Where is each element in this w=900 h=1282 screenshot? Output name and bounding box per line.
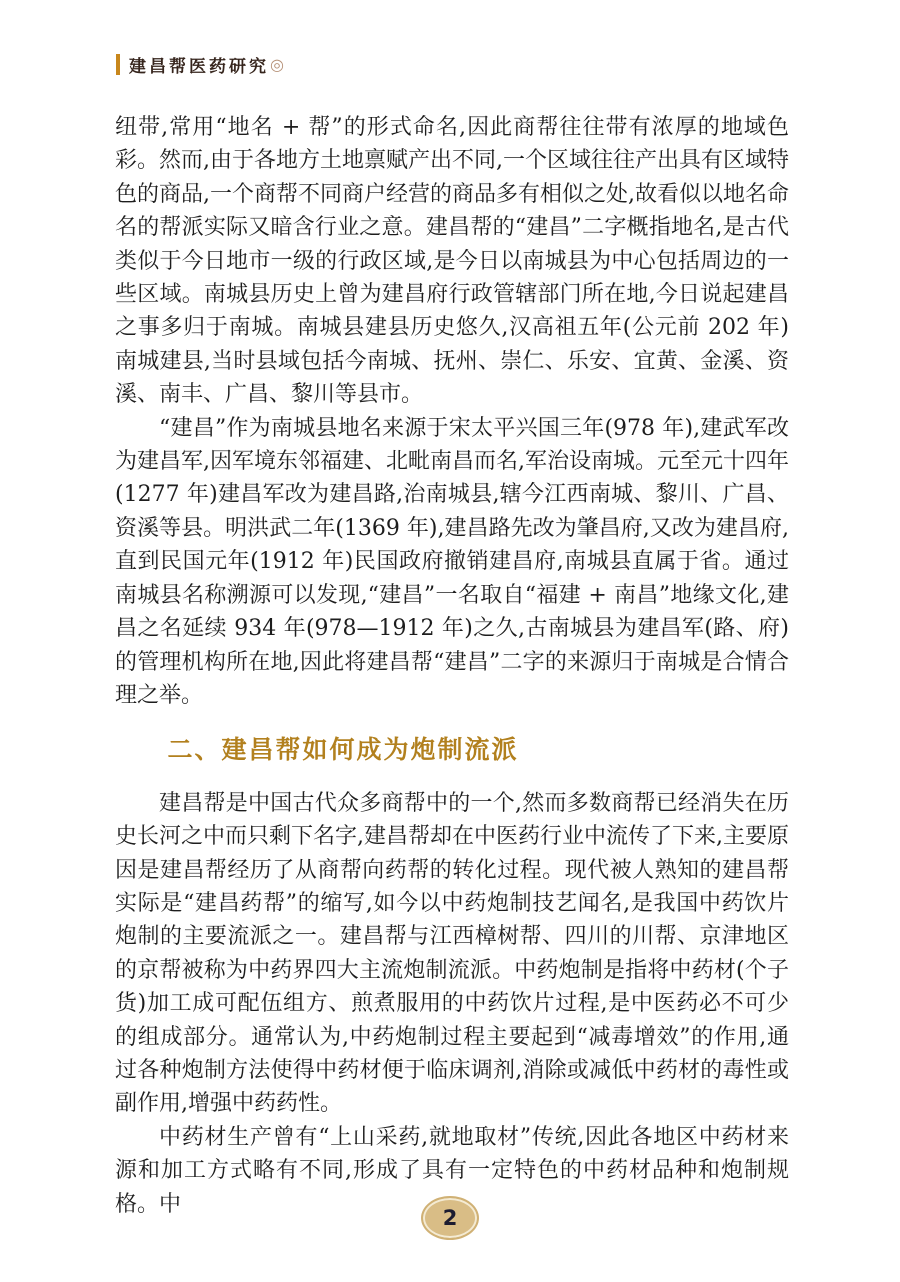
double-circle-icon: ◎	[270, 54, 284, 74]
running-header	[116, 52, 284, 77]
body-paragraph: 纽带,常用“地名 + 帮”的形式命名,因此商帮往往带有浓厚的地域色彩。然而,由于各地方土地禀赋产出不同,一个区域往往产出具有区域特色的商品,一个商帮不同商户经营的商品多有相似之处,故看似以地名命名的帮派实际又暗含行业之意。建昌帮的“建昌”二字概指地名,是古代类似于今日地市一级的行政区域,是今日以南城县为中心包括周边的一些区域。南城县历史上曾为建昌府行政管辖部门所在地,今日说起建昌之事多归于南城。南城县建县历史悠久,汉高祖五年(公元前 202 年)南城建县,当时县域包括今南城、抚州、崇仁、乐安、宜黄、金溪、资溪、南丰、广昌、黎川等县市。	[115, 115, 789, 408]
body-paragraph: 中药材生产曾有“上山采药,就地取材”传统,因此各地区中药材来源和加工方式略有不同,形成了具有一定特色的中药材品种和炮制规格。中	[115, 1124, 789, 1217]
section-heading: 二、建昌帮如何成为炮制流派	[167, 735, 519, 765]
page-number: 2	[442, 1206, 458, 1230]
body-paragraph: 建昌帮是中国古代众多商帮中的一个,然而多数商帮已经消失在历史长河之中而只剩下名字,建昌帮却在中医药行业中流传了下来,主要原因是建昌帮经历了从商帮向药帮的转化过程。现代被人熟知的建昌帮实际是“建昌药帮”的缩写,如今以中药炮制技艺闻名,是我国中药饮片炮制的主要流派之一。建昌帮与江西樟树帮、四川的川帮、京津地区的京帮被称为中药界四大主流炮制流派。中药炮制是指将中药材(个子货)加工成可配伍组方、煎煮服用的中药饮片过程,是中医药必不可少的组成部分。通常认为,中药炮制过程主要起到“减毒增效”的作用,通过各种炮制方法使得中药材便于临床调剂,消除或减低中药材的毒性或副作用,增强中药药性。	[115, 790, 789, 1117]
page-content	[115, 111, 789, 1221]
book-title: 建昌帮医药研究	[129, 57, 269, 77]
header-accent-bar	[116, 54, 120, 75]
page-number-badge	[421, 1196, 479, 1240]
body-paragraph: “建昌”作为南城县地名来源于宋太平兴国三年(978 年),建武军改为建昌军,因军境东邻福建、北毗南昌而名,军治设南城。元至元十四年(1277 年)建昌军改为建昌路,治南城县,辖今江西南城、黎川、广昌、资溪等县。明洪武二年(1369 年),建昌路先改为肇昌府,又改为建昌府,直到民国元年(1912 年)民国政府撤销建昌府,南城县直属于省。通过南城县名称溯源可以发现,“建昌”一名取自“福建 + 南昌”地缘文化,建昌之名延续 934 年(978—1912 年)之久,古南城县为建昌军(路、府)的管理机构所在地,因此将建昌帮“建昌”二字的来源归于南城是合情合理之举。	[115, 415, 789, 708]
